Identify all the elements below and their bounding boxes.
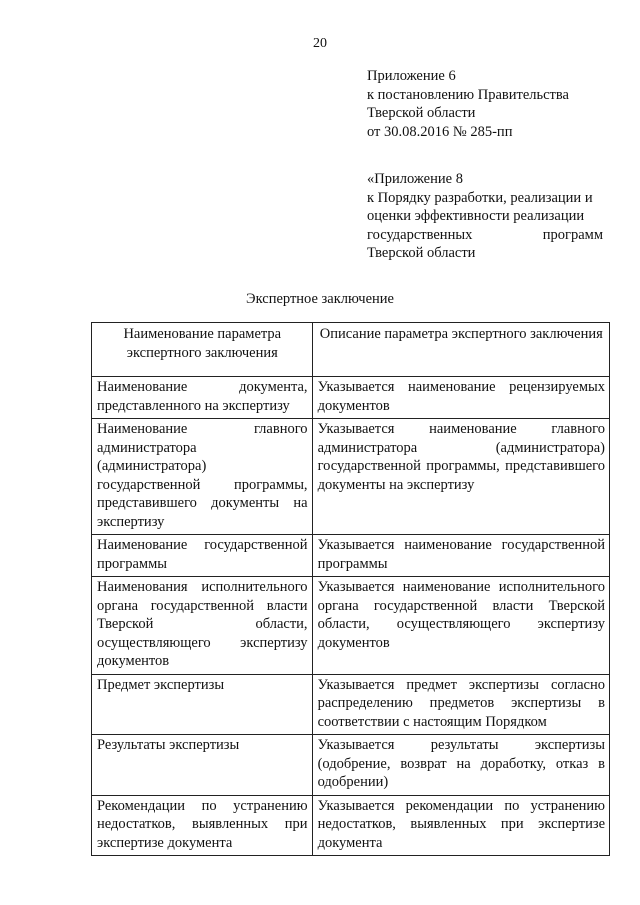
page-number: 20: [313, 36, 327, 51]
parameter-description-cell: Указывается результаты экспертизы (одобрение, возврат на доработку, отказ в одобрении): [312, 735, 609, 796]
annex-8-line: к Порядку разработки, реализации и: [367, 189, 593, 206]
table-row: [92, 674, 610, 735]
annex-6-line: Приложение 6: [367, 68, 456, 84]
parameter-description-cell: Указывается наименование главного администратора (администратора) государственной программы, представившего документы на экспертизу: [312, 419, 609, 535]
annex-8-line: «Приложение 8: [367, 171, 463, 187]
annex-6-header: [367, 67, 603, 141]
parameter-name-cell: Наименование главного администратора (администратора) государственной программы, представившего документы на экспертизу: [92, 419, 313, 535]
parameter-description-cell: Указывается предмет экспертизы согласно распределению предметов экспертизы в соответствии с настоящим Порядком: [312, 674, 609, 735]
parameter-name-cell: Результаты экспертизы: [92, 735, 313, 796]
table-row: [92, 577, 610, 675]
annex-8-header: [367, 170, 603, 263]
parameter-name-cell: Предмет экспертизы: [92, 674, 313, 735]
parameter-name-cell: Наименование документа, представленного на экспертизу: [92, 377, 313, 419]
annex-6-line: от 30.08.2016 № 285-пп: [367, 123, 513, 140]
table-header-row: [92, 323, 610, 377]
parameter-description-cell: Указывается наименование государственной программы: [312, 535, 609, 577]
annex-8-line: оценки эффективности реализации: [367, 208, 585, 224]
parameter-description-cell: Указывается наименование исполнительного органа государственной власти Тверской области, осуществляющего экспертизу документов: [312, 577, 609, 675]
annex-6-line: к постановлению Правительства: [367, 86, 569, 103]
table-body: [92, 377, 610, 856]
table-row: [92, 735, 610, 796]
annex-8-line: Тверской области: [367, 245, 476, 261]
parameter-name-cell: Наименования исполнительного органа государственной власти Тверской области, осуществляющего экспертизу документов: [92, 577, 313, 675]
parameter-description-cell: Указывается наименование рецензируемых документов: [312, 377, 609, 419]
annex-6-line: Тверской области: [367, 105, 476, 121]
header-parameter-name: Наименование параметра экспертного заключения: [92, 323, 313, 377]
parameter-name-cell: Рекомендации по устранению недостатков, выявленных при экспертизе документа: [92, 795, 313, 856]
table-row: [92, 795, 610, 856]
annex-8-line-justified: государственных программ: [367, 226, 603, 243]
table-row: [92, 377, 610, 419]
table-row: [92, 419, 610, 535]
expert-opinion-table: [91, 322, 610, 856]
table-row: [92, 535, 610, 577]
header-parameter-description: Описание параметра экспертного заключения: [312, 323, 609, 377]
document-title: Экспертное заключение: [246, 291, 394, 307]
parameter-name-cell: Наименование государственной программы: [92, 535, 313, 577]
parameter-description-cell: Указывается рекомендации по устранению недостатков, выявленных при экспертизе документа: [312, 795, 609, 856]
